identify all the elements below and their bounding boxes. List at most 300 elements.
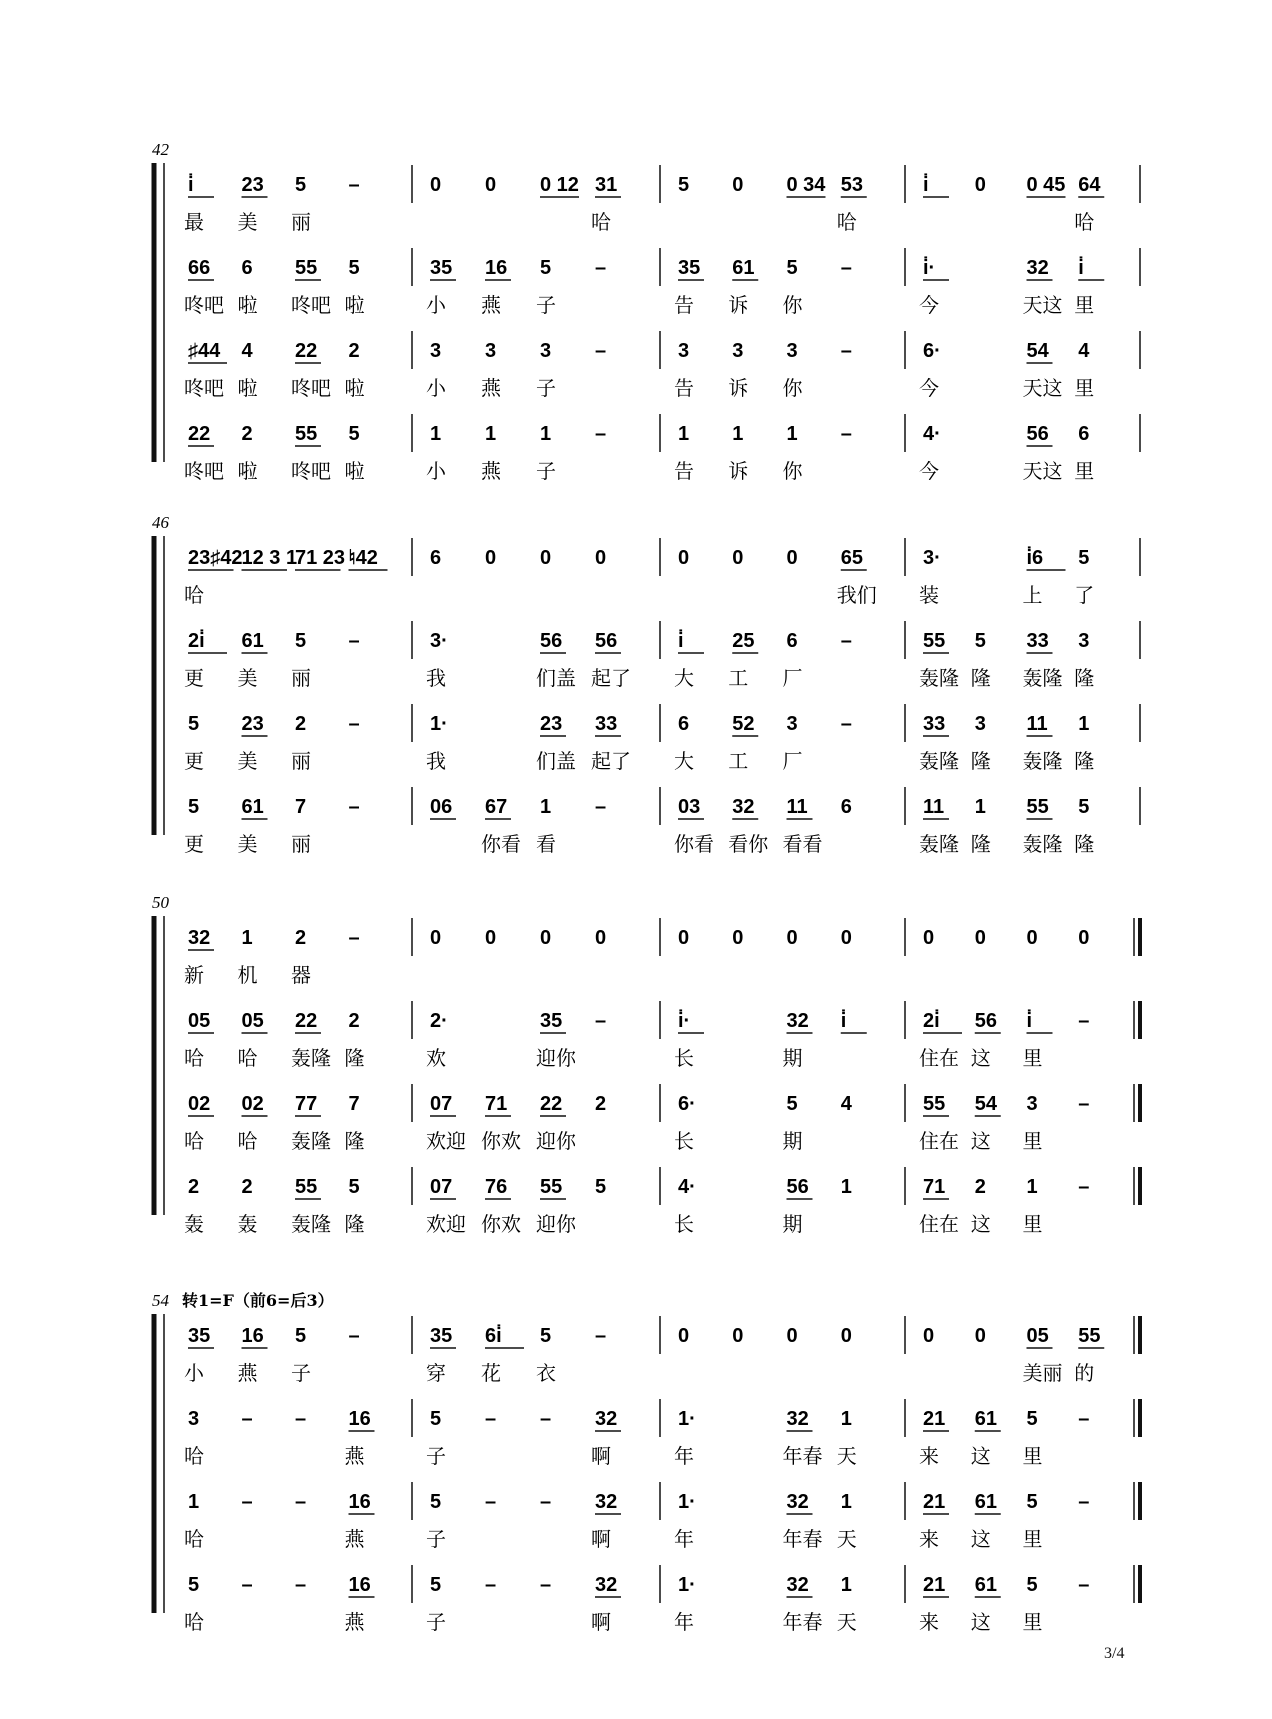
note-beat: 3 bbox=[786, 713, 798, 735]
lyric-text: 哈 bbox=[591, 210, 611, 234]
note-beat: 61 bbox=[974, 1408, 997, 1430]
lyric-text: 隆 bbox=[1074, 749, 1095, 773]
lyric-text: 住在 bbox=[919, 1212, 959, 1236]
lyric-text: 里 bbox=[1022, 1046, 1043, 1070]
lyric-text: 子 bbox=[426, 1610, 446, 1634]
note-beat: 0 bbox=[678, 1325, 690, 1347]
lyric-text: 轰隆 bbox=[1022, 749, 1063, 773]
note-beat: 06 bbox=[430, 796, 453, 818]
lyric-text: 轰隆 bbox=[291, 1212, 331, 1236]
note-beat: – bbox=[840, 713, 852, 735]
note-beat: 64 bbox=[1078, 174, 1101, 196]
note-beat: 35 bbox=[540, 1010, 563, 1032]
lyric-text: 最 bbox=[184, 210, 204, 234]
note-beat: i̇ bbox=[1078, 257, 1084, 279]
note-beat: 33 bbox=[595, 713, 618, 735]
note-beat: 3· bbox=[923, 547, 941, 569]
note-beat: 56 bbox=[595, 630, 618, 652]
note-beat: i̇6 bbox=[1026, 547, 1044, 569]
lyric-text: 啦 bbox=[344, 459, 365, 483]
note-beat: 16 bbox=[348, 1491, 371, 1513]
lyric-text: 啦 bbox=[237, 459, 258, 483]
lyric-text: 咚吧 bbox=[291, 293, 331, 317]
note-beat: 3 bbox=[678, 340, 690, 362]
note-beat: 6· bbox=[923, 340, 941, 362]
lyric-text: 你 bbox=[782, 459, 803, 483]
lyric-text: 哈 bbox=[836, 210, 857, 234]
measure-number: 42 bbox=[152, 140, 169, 159]
lyric-text: 这 bbox=[970, 1212, 991, 1236]
note-beat: 5 bbox=[678, 174, 690, 196]
note-beat: 6i̇ bbox=[485, 1325, 502, 1347]
note-beat: 02 bbox=[188, 1093, 211, 1115]
lyric-text: 年春 bbox=[782, 1527, 823, 1551]
note-beat: 0 12 bbox=[540, 174, 579, 196]
note-beat: 03 bbox=[678, 796, 701, 818]
note-beat: 0 bbox=[923, 1325, 935, 1347]
note-beat: 52 bbox=[732, 713, 755, 735]
lyric-text: 咚吧 bbox=[184, 293, 224, 317]
note-beat: – bbox=[1078, 1010, 1090, 1032]
note-beat: – bbox=[595, 423, 607, 445]
lyric-text: 年 bbox=[674, 1444, 694, 1468]
note-beat: 16 bbox=[485, 257, 508, 279]
lyric-text: 看看 bbox=[782, 832, 823, 856]
note-beat: 0 45 bbox=[1026, 174, 1066, 196]
lyric-text: 来 bbox=[919, 1527, 939, 1551]
lyric-text: 年 bbox=[674, 1610, 694, 1634]
note-beat: 05 bbox=[1026, 1325, 1049, 1347]
note-beat: i̇· bbox=[678, 1010, 691, 1032]
note-beat: – bbox=[595, 257, 607, 279]
note-beat: 33 bbox=[1026, 630, 1049, 652]
lyric-text: 上 bbox=[1022, 583, 1043, 607]
note-beat: 32 bbox=[786, 1574, 809, 1596]
note-beat: 71 bbox=[485, 1093, 508, 1115]
note-beat: 56 bbox=[974, 1010, 997, 1032]
lyric-text: 里 bbox=[1022, 1129, 1043, 1153]
lyric-text: 年春 bbox=[782, 1610, 823, 1634]
note-beat: – bbox=[485, 1574, 497, 1596]
lyric-text: 燕 bbox=[344, 1527, 365, 1551]
lyric-text: 哈 bbox=[184, 1444, 204, 1468]
note-beat: 6 bbox=[786, 630, 798, 652]
note-beat: 1 bbox=[430, 423, 442, 445]
note-beat: 0 bbox=[786, 547, 798, 569]
lyric-text: 诉 bbox=[728, 293, 749, 317]
note-beat: 67 bbox=[485, 796, 508, 818]
lyric-text: 里 bbox=[1074, 459, 1095, 483]
lyric-text: 期 bbox=[782, 1046, 803, 1070]
note-beat: 35 bbox=[678, 257, 701, 279]
lyric-text: 我 bbox=[426, 749, 446, 773]
note-beat: 21 bbox=[923, 1574, 946, 1596]
note-beat: 71 23 bbox=[295, 547, 346, 569]
note-beat: 5 bbox=[1026, 1408, 1038, 1430]
lyric-text: 装 bbox=[919, 583, 939, 607]
lyric-text: 啊 bbox=[591, 1610, 611, 1634]
lyric-text: 丽 bbox=[291, 749, 311, 773]
note-beat: 4 bbox=[241, 340, 253, 362]
note-beat: 1 bbox=[540, 796, 552, 818]
note-beat: 1 bbox=[840, 1491, 852, 1513]
note-beat: 3· bbox=[430, 630, 448, 652]
lyric-text: 期 bbox=[782, 1212, 803, 1236]
note-beat: i̇ bbox=[678, 630, 684, 652]
note-beat: 61 bbox=[241, 630, 264, 652]
lyric-text: 诉 bbox=[728, 459, 749, 483]
lyric-text: 美丽 bbox=[1022, 1361, 1063, 1385]
note-beat: – bbox=[595, 1325, 607, 1347]
note-beat: 2 bbox=[348, 340, 360, 362]
lyric-text: 小 bbox=[426, 376, 446, 400]
note-beat: 3 bbox=[188, 1408, 200, 1430]
note-beat: 3 bbox=[430, 340, 442, 362]
note-beat: 65 bbox=[840, 547, 863, 569]
note-beat: 1· bbox=[678, 1491, 696, 1513]
note-beat: 16 bbox=[348, 1408, 371, 1430]
lyric-text: 咚吧 bbox=[184, 459, 224, 483]
note-beat: 2 bbox=[241, 423, 253, 445]
lyric-text: 这 bbox=[970, 1046, 991, 1070]
lyric-text: 哈 bbox=[237, 1046, 258, 1070]
note-beat: 6 bbox=[678, 713, 690, 735]
note-beat: i̇· bbox=[923, 257, 936, 279]
note-beat: 1· bbox=[678, 1408, 696, 1430]
note-beat: 3 bbox=[786, 340, 798, 362]
lyric-text: 了 bbox=[1074, 583, 1095, 607]
lyric-text: 啊 bbox=[591, 1444, 611, 1468]
lyric-text: 隆 bbox=[1074, 666, 1095, 690]
note-beat: 2 bbox=[974, 1176, 986, 1198]
note-beat: 76 bbox=[485, 1176, 508, 1198]
note-beat: 4· bbox=[678, 1176, 696, 1198]
lyric-text: 们盖 bbox=[536, 666, 576, 690]
note-beat: ♮42 bbox=[348, 547, 378, 569]
note-beat: 22 bbox=[188, 423, 211, 445]
lyric-text: 丽 bbox=[291, 210, 311, 234]
note-beat: 77 bbox=[295, 1093, 318, 1115]
note-beat: – bbox=[348, 174, 360, 196]
lyric-text: 咚吧 bbox=[291, 459, 331, 483]
lyric-text: 迎你 bbox=[536, 1046, 576, 1070]
lyric-text: 大 bbox=[674, 666, 694, 690]
lyric-text: 厂 bbox=[782, 666, 803, 690]
lyric-text: 燕 bbox=[237, 1361, 258, 1385]
note-beat: 3 bbox=[540, 340, 552, 362]
lyric-text: 隆 bbox=[970, 832, 991, 856]
note-beat: – bbox=[595, 796, 607, 818]
note-beat: 0 bbox=[974, 927, 986, 949]
lyric-text: 隆 bbox=[344, 1046, 365, 1070]
note-beat: 0 bbox=[595, 547, 607, 569]
lyric-text: 衣 bbox=[536, 1361, 556, 1385]
note-beat: 6· bbox=[678, 1093, 696, 1115]
lyric-text: 里 bbox=[1022, 1212, 1043, 1236]
note-beat: 32 bbox=[786, 1408, 809, 1430]
lyric-text: 天 bbox=[836, 1527, 857, 1551]
note-beat: 6 bbox=[241, 257, 253, 279]
lyric-text: 小 bbox=[184, 1361, 204, 1385]
note-beat: 2 bbox=[348, 1010, 360, 1032]
note-beat: 2 bbox=[295, 927, 307, 949]
note-beat: 35 bbox=[430, 1325, 453, 1347]
note-beat: 1· bbox=[678, 1574, 696, 1596]
note-beat: 23♯42 bbox=[188, 547, 243, 569]
note-beat: 0 bbox=[485, 927, 497, 949]
lyric-text: 哈 bbox=[184, 1527, 204, 1551]
note-beat: 0 bbox=[540, 547, 552, 569]
lyric-text: 欢 bbox=[426, 1046, 446, 1070]
measure-number: 46 bbox=[152, 513, 169, 532]
note-beat: 56 bbox=[786, 1176, 809, 1198]
note-beat: – bbox=[348, 630, 360, 652]
note-beat: 5 bbox=[430, 1491, 442, 1513]
note-beat: 55 bbox=[1078, 1325, 1101, 1347]
lyric-text: 你看 bbox=[481, 832, 521, 856]
lyric-text: 子 bbox=[291, 1361, 311, 1385]
note-beat: 6 bbox=[1078, 423, 1090, 445]
lyric-text: 住在 bbox=[919, 1046, 959, 1070]
lyric-text: 更 bbox=[184, 749, 204, 773]
note-beat: 5 bbox=[295, 630, 307, 652]
note-beat: 0 bbox=[732, 174, 744, 196]
lyric-text: 厂 bbox=[782, 749, 803, 773]
note-beat: i̇ bbox=[1026, 1010, 1033, 1032]
note-beat: 0 bbox=[840, 1325, 852, 1347]
note-beat: – bbox=[595, 340, 607, 362]
note-beat: 0 bbox=[485, 547, 497, 569]
lyric-text: 子 bbox=[536, 293, 556, 317]
lyric-text: 长 bbox=[674, 1046, 694, 1070]
note-beat: 55 bbox=[295, 1176, 318, 1198]
lyric-text: 啦 bbox=[344, 293, 365, 317]
note-beat: 61 bbox=[241, 796, 264, 818]
note-beat: 0 bbox=[732, 547, 744, 569]
note-beat: – bbox=[840, 340, 852, 362]
note-beat: 1 bbox=[840, 1574, 852, 1596]
note-beat: 2 bbox=[595, 1093, 607, 1115]
note-beat: 23 bbox=[241, 174, 264, 196]
lyric-text: 迎你 bbox=[536, 1212, 576, 1236]
note-beat: 0 bbox=[485, 174, 497, 196]
note-beat: 21 bbox=[923, 1408, 946, 1430]
note-beat: – bbox=[348, 1325, 360, 1347]
note-beat: 0 bbox=[678, 927, 690, 949]
lyric-text: 我们 bbox=[836, 583, 877, 607]
note-beat: 23 bbox=[540, 713, 563, 735]
note-beat: 5 bbox=[295, 174, 307, 196]
note-beat: 11 bbox=[923, 796, 945, 818]
note-beat: 2i̇ bbox=[188, 630, 205, 652]
note-beat: 56 bbox=[540, 630, 563, 652]
note-beat: 5 bbox=[540, 257, 552, 279]
lyric-text: 今 bbox=[919, 293, 939, 317]
note-beat: 55 bbox=[295, 257, 318, 279]
note-beat: 0 bbox=[430, 927, 442, 949]
note-beat: 5 bbox=[1078, 796, 1090, 818]
lyric-text: 花 bbox=[481, 1361, 501, 1385]
note-beat: 7 bbox=[295, 796, 307, 818]
note-beat: 5 bbox=[1026, 1491, 1038, 1513]
note-beat: – bbox=[348, 796, 360, 818]
lyric-text: 里 bbox=[1022, 1527, 1043, 1551]
note-beat: 1 bbox=[786, 423, 798, 445]
note-beat: 16 bbox=[348, 1574, 371, 1596]
note-beat: 0 bbox=[974, 1325, 986, 1347]
note-beat: 0 bbox=[430, 174, 442, 196]
lyric-text: 起了 bbox=[591, 749, 631, 773]
lyric-text: 轰隆 bbox=[1022, 666, 1063, 690]
lyric-text: 轰隆 bbox=[1022, 832, 1063, 856]
lyric-text: 啦 bbox=[237, 293, 258, 317]
note-beat: 1 bbox=[1078, 713, 1090, 735]
note-beat: ♯44 bbox=[188, 340, 221, 362]
note-beat: – bbox=[1078, 1176, 1090, 1198]
lyric-text: 器 bbox=[291, 963, 311, 987]
lyric-text: 你看 bbox=[674, 832, 714, 856]
lyric-text: 燕 bbox=[481, 376, 501, 400]
note-beat: 0 bbox=[974, 174, 986, 196]
lyric-text: 啦 bbox=[344, 376, 365, 400]
note-beat: – bbox=[348, 927, 360, 949]
lyric-text: 隆 bbox=[344, 1129, 365, 1153]
lyric-text: 哈 bbox=[237, 1129, 258, 1153]
lyric-text: 的 bbox=[1074, 1361, 1095, 1385]
lyric-text: 隆 bbox=[970, 749, 991, 773]
lyric-text: 哈 bbox=[184, 1610, 204, 1634]
lyric-text: 美 bbox=[237, 210, 258, 234]
lyric-text: 子 bbox=[536, 376, 556, 400]
note-beat: 0 bbox=[1078, 927, 1090, 949]
lyric-text: 来 bbox=[919, 1610, 939, 1634]
note-beat: 02 bbox=[241, 1093, 264, 1115]
note-beat: 32 bbox=[732, 796, 755, 818]
lyric-text: 轰隆 bbox=[919, 666, 959, 690]
lyric-text: 轰 bbox=[184, 1212, 204, 1236]
note-beat: – bbox=[840, 630, 852, 652]
note-beat: – bbox=[295, 1408, 307, 1430]
lyric-text: 你欢 bbox=[481, 1129, 521, 1153]
note-beat: 5 bbox=[595, 1176, 607, 1198]
note-beat: 5 bbox=[188, 713, 200, 735]
lyric-text: 欢迎 bbox=[426, 1212, 466, 1236]
lyric-text: 美 bbox=[237, 749, 258, 773]
lyric-text: 哈 bbox=[1074, 210, 1095, 234]
lyric-text: 天这 bbox=[1022, 293, 1063, 317]
note-beat: 5 bbox=[188, 796, 200, 818]
lyric-text: 咚吧 bbox=[291, 376, 331, 400]
lyric-text: 起了 bbox=[591, 666, 631, 690]
note-beat: 32 bbox=[595, 1408, 618, 1430]
note-beat: 12 3 1 bbox=[241, 547, 298, 569]
lyric-text: 诉 bbox=[728, 376, 749, 400]
note-beat: 22 bbox=[540, 1093, 563, 1115]
note-beat: 05 bbox=[188, 1010, 211, 1032]
note-beat: 5 bbox=[786, 257, 798, 279]
note-beat: – bbox=[595, 1010, 607, 1032]
note-beat: 4 bbox=[840, 1093, 852, 1115]
note-beat: i̇ bbox=[923, 174, 929, 196]
note-beat: – bbox=[348, 713, 360, 735]
lyric-text: 燕 bbox=[344, 1444, 365, 1468]
lyric-text: 天 bbox=[836, 1610, 857, 1634]
lyric-text: 哈 bbox=[184, 1046, 204, 1070]
note-beat: – bbox=[241, 1408, 253, 1430]
lyric-text: 天 bbox=[836, 1444, 857, 1468]
lyric-text: 燕 bbox=[344, 1610, 365, 1634]
note-beat: – bbox=[295, 1491, 307, 1513]
lyric-text: 丽 bbox=[291, 832, 311, 856]
note-beat: 25 bbox=[732, 630, 755, 652]
lyric-text: 美 bbox=[237, 832, 258, 856]
note-beat: 5 bbox=[430, 1574, 442, 1596]
lyric-text: 天这 bbox=[1022, 459, 1063, 483]
note-beat: 66 bbox=[188, 257, 211, 279]
note-beat: 55 bbox=[923, 1093, 946, 1115]
lyric-text: 轰隆 bbox=[291, 1046, 331, 1070]
note-beat: 1· bbox=[430, 713, 448, 735]
lyric-text: 燕 bbox=[481, 459, 501, 483]
note-beat: 1 bbox=[732, 423, 744, 445]
note-beat: 5 bbox=[348, 423, 360, 445]
note-beat: 5 bbox=[430, 1408, 442, 1430]
note-beat: 32 bbox=[595, 1491, 618, 1513]
note-beat: – bbox=[485, 1408, 497, 1430]
note-beat: 0 34 bbox=[786, 174, 826, 196]
note-beat: 32 bbox=[188, 927, 211, 949]
note-beat: – bbox=[1078, 1408, 1090, 1430]
note-beat: 1 bbox=[840, 1176, 852, 1198]
lyric-text: 来 bbox=[919, 1444, 939, 1468]
key-change-label: 转1=F（前6=后3） bbox=[182, 1291, 334, 1310]
lyric-text: 哈 bbox=[184, 1129, 204, 1153]
note-beat: 2 bbox=[188, 1176, 200, 1198]
note-beat: 5 bbox=[348, 1176, 360, 1198]
lyric-text: 小 bbox=[426, 459, 446, 483]
note-beat: 32 bbox=[1026, 257, 1049, 279]
note-beat: – bbox=[295, 1574, 307, 1596]
note-beat: 5 bbox=[188, 1574, 200, 1596]
note-beat: 61 bbox=[974, 1574, 997, 1596]
lyric-text: 住在 bbox=[919, 1129, 959, 1153]
lyric-text: 这 bbox=[970, 1610, 991, 1634]
note-beat: 11 bbox=[1026, 713, 1048, 735]
note-beat: 3 bbox=[1078, 630, 1090, 652]
note-beat: – bbox=[540, 1491, 552, 1513]
note-beat: 32 bbox=[786, 1010, 809, 1032]
lyric-text: 啊 bbox=[591, 1527, 611, 1551]
note-beat: 33 bbox=[923, 713, 946, 735]
note-beat: 0 bbox=[540, 927, 552, 949]
note-beat: 07 bbox=[430, 1093, 453, 1115]
note-beat: 3 bbox=[1026, 1093, 1038, 1115]
note-beat: 1 bbox=[840, 1408, 852, 1430]
lyric-text: 隆 bbox=[970, 666, 991, 690]
lyric-text: 天这 bbox=[1022, 376, 1063, 400]
note-beat: 0 bbox=[923, 927, 935, 949]
lyric-text: 年 bbox=[674, 1527, 694, 1551]
lyric-text: 你 bbox=[782, 293, 803, 317]
lyric-text: 轰隆 bbox=[919, 832, 959, 856]
note-beat: 07 bbox=[430, 1176, 453, 1198]
note-beat: 1 bbox=[974, 796, 986, 818]
page-number: 3/4 bbox=[1104, 1645, 1125, 1662]
note-beat: 23 bbox=[241, 713, 264, 735]
note-beat: 5 bbox=[295, 1325, 307, 1347]
note-beat: 0 bbox=[786, 927, 798, 949]
note-beat: – bbox=[1078, 1574, 1090, 1596]
